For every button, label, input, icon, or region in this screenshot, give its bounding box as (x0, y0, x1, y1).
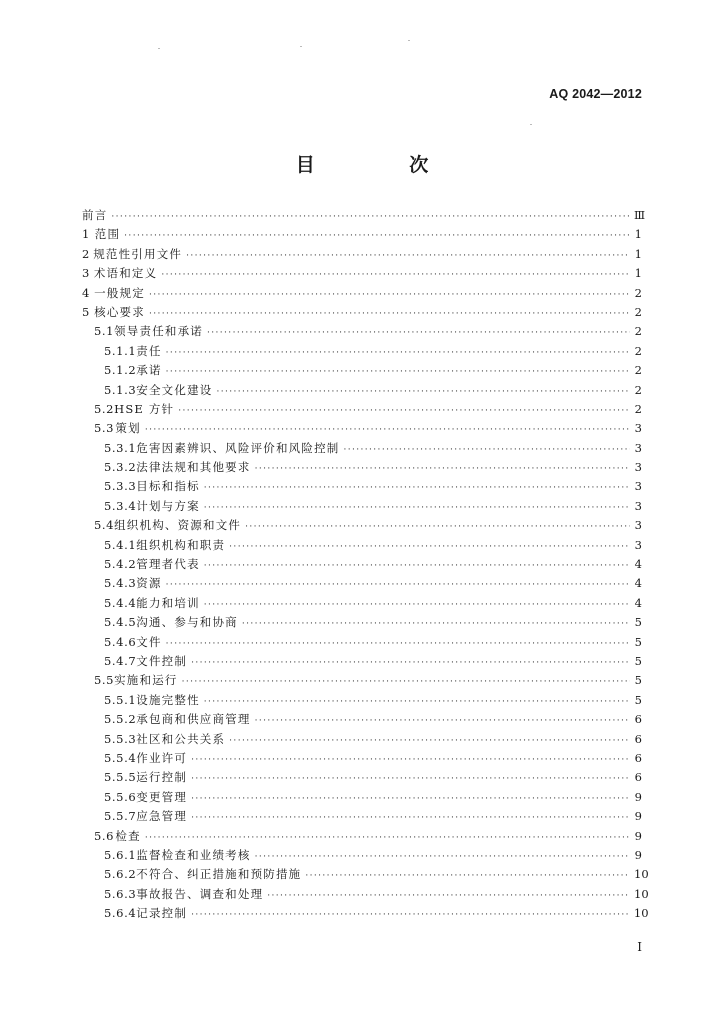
toc-entry[interactable] (82, 595, 642, 614)
toc-entry-number: 3 (82, 266, 90, 281)
toc-entry-number: 5.1 (94, 324, 115, 339)
dot-leader (145, 425, 630, 435)
toc-entry-number: 5.5.2 (104, 712, 137, 727)
toc-entry-title: 应急管理 (136, 809, 188, 824)
toc-entry[interactable] (82, 537, 642, 556)
toc-entry[interactable] (82, 905, 649, 924)
toc-entry[interactable] (82, 401, 642, 420)
toc-entry-title: 文件控制 (136, 653, 188, 668)
scan-speck (158, 48, 160, 49)
toc-entry[interactable] (82, 711, 642, 730)
dot-leader (242, 619, 630, 629)
dot-leader (149, 290, 630, 300)
toc-entry-page: 1 (634, 227, 642, 242)
toc-entry-title: 运行控制 (136, 770, 188, 785)
toc-entry-page: 5 (634, 634, 642, 649)
dot-leader (229, 736, 630, 746)
toc-entry-number: 4 (82, 285, 90, 300)
toc-entry-number: 5.1.1 (104, 343, 137, 358)
toc-entry-page: 5 (634, 673, 642, 688)
toc-entry-number: 5.4.5 (104, 615, 137, 630)
toc-entry-page: 1 (634, 246, 642, 261)
toc-entry[interactable] (82, 265, 642, 284)
toc-entry[interactable] (82, 789, 642, 808)
toc-entry-title: 实施和运行 (114, 673, 178, 688)
toc-entry-title: 目标和指标 (136, 479, 200, 494)
toc-entry[interactable] (82, 614, 642, 633)
toc-entry[interactable] (82, 731, 642, 750)
toc-entry-page: 2 (634, 401, 642, 416)
dot-leader (255, 852, 630, 862)
toc-entry-number: 5 (82, 304, 90, 319)
dot-leader (229, 542, 630, 552)
dot-leader (255, 716, 630, 726)
toc-entry-number: 5.6 (94, 828, 115, 843)
dot-leader (186, 251, 630, 261)
toc-entry-number: 5.6.4 (104, 906, 137, 921)
toc-entry-number: 5.3.4 (104, 498, 137, 513)
toc-entry-title: 安全文化建设 (136, 382, 213, 397)
toc-entry-page: 3 (634, 537, 642, 552)
toc-entry[interactable] (82, 653, 642, 672)
toc-entry-number: 5.3.1 (104, 440, 137, 455)
toc-entry-page: 4 (634, 557, 642, 572)
toc-entry-number: 5.5 (94, 673, 115, 688)
dot-leader (166, 639, 630, 649)
toc-entry-title: 文件 (136, 634, 162, 649)
toc-entry-title: 监督检查和业绩考核 (136, 847, 251, 862)
toc-entry-page: 9 (634, 809, 642, 824)
toc-entry[interactable] (82, 750, 642, 769)
dot-leader (207, 328, 630, 338)
toc-entry-title: 术语和定义 (93, 266, 158, 281)
toc-entry-page: 3 (634, 421, 642, 436)
toc-entry[interactable] (82, 323, 642, 342)
dot-leader (204, 483, 630, 493)
toc-entry-page: 6 (634, 712, 642, 727)
toc-entry-page: 3 (634, 479, 642, 494)
scan-speck (408, 40, 410, 41)
dot-leader (191, 755, 630, 765)
toc-entry-number: 5.4.6 (104, 634, 137, 649)
scan-speck (300, 46, 302, 47)
toc-entry-title: 承包商和供应商管理 (136, 712, 251, 727)
dot-leader (145, 833, 630, 843)
toc-entry-title: 计划与方案 (136, 498, 200, 513)
toc-entry[interactable] (82, 672, 642, 691)
dot-leader (166, 348, 630, 358)
toc-entry-title: 资源 (136, 576, 162, 591)
toc-entry-title: 策划 (115, 421, 141, 436)
toc-entry-page: 5 (634, 615, 642, 630)
toc-entry[interactable] (82, 498, 642, 517)
toc-entry-title: HSE 方针 (114, 401, 175, 416)
dot-leader (305, 871, 630, 881)
toc-entry[interactable] (82, 207, 646, 226)
dot-leader (191, 658, 630, 668)
toc-entry-page: 10 (634, 867, 649, 882)
dot-leader (245, 522, 630, 532)
toc-entry-page: 10 (633, 906, 649, 921)
toc-entry[interactable] (82, 769, 642, 788)
toc-entry-page: 2 (634, 324, 642, 339)
toc-entry-title: 法律法规和其他要求 (136, 460, 251, 475)
toc-entry-number: 2 (82, 246, 90, 261)
toc-entry-number: 5.3.3 (104, 479, 137, 494)
dot-leader (343, 445, 630, 455)
toc-entry-page: 3 (634, 440, 642, 455)
dot-leader (191, 794, 630, 804)
standard-code: AQ 2042—2012 (549, 87, 642, 101)
toc-entry-page: 3 (634, 460, 642, 475)
toc-entry-title: 设施完整性 (136, 692, 200, 707)
dot-leader (182, 677, 630, 687)
toc-entry-title: 管理者代表 (136, 557, 200, 572)
toc-entry[interactable] (82, 226, 642, 245)
dot-leader (161, 270, 630, 280)
dot-leader (204, 503, 630, 513)
dot-leader (191, 774, 630, 784)
dot-leader (267, 891, 630, 901)
toc-entry-page: 10 (634, 886, 649, 901)
toc-entry[interactable] (82, 517, 642, 536)
toc-entry-page: 9 (634, 847, 642, 862)
toc-entry[interactable] (82, 459, 642, 478)
scan-speck (530, 124, 532, 125)
toc-entry-title: 事故报告、调查和处理 (136, 886, 264, 901)
toc-entry-title: 范围 (94, 227, 121, 242)
toc-entry-number: 5.5.5 (104, 770, 137, 785)
dot-leader (166, 367, 630, 377)
dot-leader (255, 464, 630, 474)
toc-entry-page: 6 (634, 731, 642, 746)
dot-leader (111, 212, 630, 222)
toc-entry-page: 2 (634, 382, 642, 397)
toc-entry-number: 5.5.7 (104, 809, 137, 824)
toc-entry-number: 5.2 (94, 401, 115, 416)
dot-leader (204, 600, 630, 610)
table-of-contents (82, 207, 649, 924)
toc-entry-number: 5.3.2 (104, 460, 137, 475)
toc-entry-title: 社区和公共关系 (136, 731, 226, 746)
toc-entry-number: 5.4.1 (104, 537, 137, 552)
toc-entry-number: 5.6.1 (104, 847, 137, 862)
toc-entry[interactable] (82, 575, 642, 594)
toc-entry-title: 组织机构和职责 (136, 537, 226, 552)
dot-leader (191, 910, 630, 920)
dot-leader (124, 231, 630, 241)
toc-entry[interactable] (82, 285, 642, 304)
toc-entry-title: 检查 (115, 828, 141, 843)
toc-entry-title: 能力和培训 (136, 595, 200, 610)
toc-entry[interactable] (82, 362, 642, 381)
dot-leader (204, 561, 630, 571)
toc-entry-title: 沟通、参与和协商 (136, 615, 238, 630)
toc-entry-number: 5.5.3 (104, 731, 137, 746)
toc-entry-number: 5.6.2 (104, 867, 137, 882)
toc-entry-number: 5.1.3 (104, 382, 137, 397)
toc-entry-page: 2 (634, 343, 642, 358)
toc-entry-number: 5.4.7 (104, 653, 137, 668)
toc-entry-title: 危害因素辨识、风险评价和风险控制 (136, 440, 340, 455)
dot-leader (149, 309, 630, 319)
toc-entry-number: 5.6.3 (104, 886, 137, 901)
toc-entry-title: 作业许可 (136, 750, 188, 765)
toc-entry-number: 5.5.6 (104, 789, 137, 804)
toc-entry-number: 5.5.4 (104, 750, 137, 765)
toc-entry-page: 9 (634, 789, 642, 804)
dot-leader (191, 813, 630, 823)
toc-entry[interactable] (82, 556, 642, 575)
toc-entry-number: 5.4.3 (104, 576, 137, 591)
toc-entry-number: 5.3 (94, 421, 115, 436)
toc-entry-number: 5.4.2 (104, 557, 137, 572)
toc-entry[interactable] (82, 343, 642, 362)
toc-entry[interactable] (82, 808, 642, 827)
toc-entry-title: 核心要求 (94, 304, 145, 319)
toc-entry-page: Ⅲ (634, 208, 646, 222)
toc-entry-page: 2 (634, 304, 642, 319)
dot-leader (178, 406, 630, 416)
toc-entry-title: 记录控制 (136, 906, 188, 921)
toc-entry-page: 2 (634, 285, 642, 300)
toc-entry-number: 5.1.2 (104, 363, 137, 378)
toc-entry[interactable] (82, 692, 642, 711)
toc-entry[interactable] (82, 478, 642, 497)
page-number: I (637, 940, 642, 954)
toc-entry-title: 领导责任和承诺 (114, 324, 203, 339)
toc-entry-page: 6 (634, 750, 642, 765)
toc-entry[interactable] (82, 420, 642, 439)
toc-entry-page: 3 (634, 518, 642, 533)
toc-entry[interactable] (82, 866, 649, 885)
toc-entry[interactable] (82, 828, 642, 847)
toc-entry-title: 一般规定 (94, 285, 145, 300)
dot-leader (166, 580, 630, 590)
dot-leader (204, 697, 630, 707)
toc-entry-title: 责任 (136, 343, 162, 358)
toc-entry-page: 4 (634, 576, 642, 591)
toc-entry-number: 1 (82, 227, 90, 242)
dot-leader (216, 387, 630, 397)
toc-entry-page: 1 (634, 266, 642, 281)
toc-entry[interactable] (82, 847, 642, 866)
toc-entry-number: 5.4 (94, 518, 115, 533)
toc-entry-title: 承诺 (136, 363, 162, 378)
toc-entry-title: 不符合、纠正措施和预防措施 (136, 867, 302, 882)
toc-entry-page: 5 (634, 653, 642, 668)
toc-entry-number: 5.4.4 (104, 595, 137, 610)
toc-entry-number: 5.5.1 (104, 692, 137, 707)
toc-entry[interactable] (82, 886, 649, 905)
toc-entry-title: 变更管理 (136, 789, 188, 804)
toc-entry-page: 5 (634, 692, 642, 707)
toc-entry[interactable] (82, 246, 642, 265)
toc-entry-page: 3 (634, 498, 642, 513)
toc-entry-page: 4 (634, 595, 642, 610)
toc-entry-page: 9 (634, 828, 642, 843)
toc-entry[interactable] (82, 304, 642, 323)
toc-entry[interactable] (82, 382, 642, 401)
toc-entry[interactable] (82, 440, 642, 459)
toc-entry-page: 6 (634, 770, 642, 785)
toc-entry-page: 2 (634, 363, 642, 378)
toc-entry[interactable] (82, 634, 642, 653)
toc-entry-title: 组织机构、资源和文件 (114, 518, 242, 533)
toc-entry-title: 规范性引用文件 (93, 246, 183, 261)
toc-entry-title: 前言 (82, 208, 108, 222)
page-title: 目 次 (295, 154, 473, 176)
